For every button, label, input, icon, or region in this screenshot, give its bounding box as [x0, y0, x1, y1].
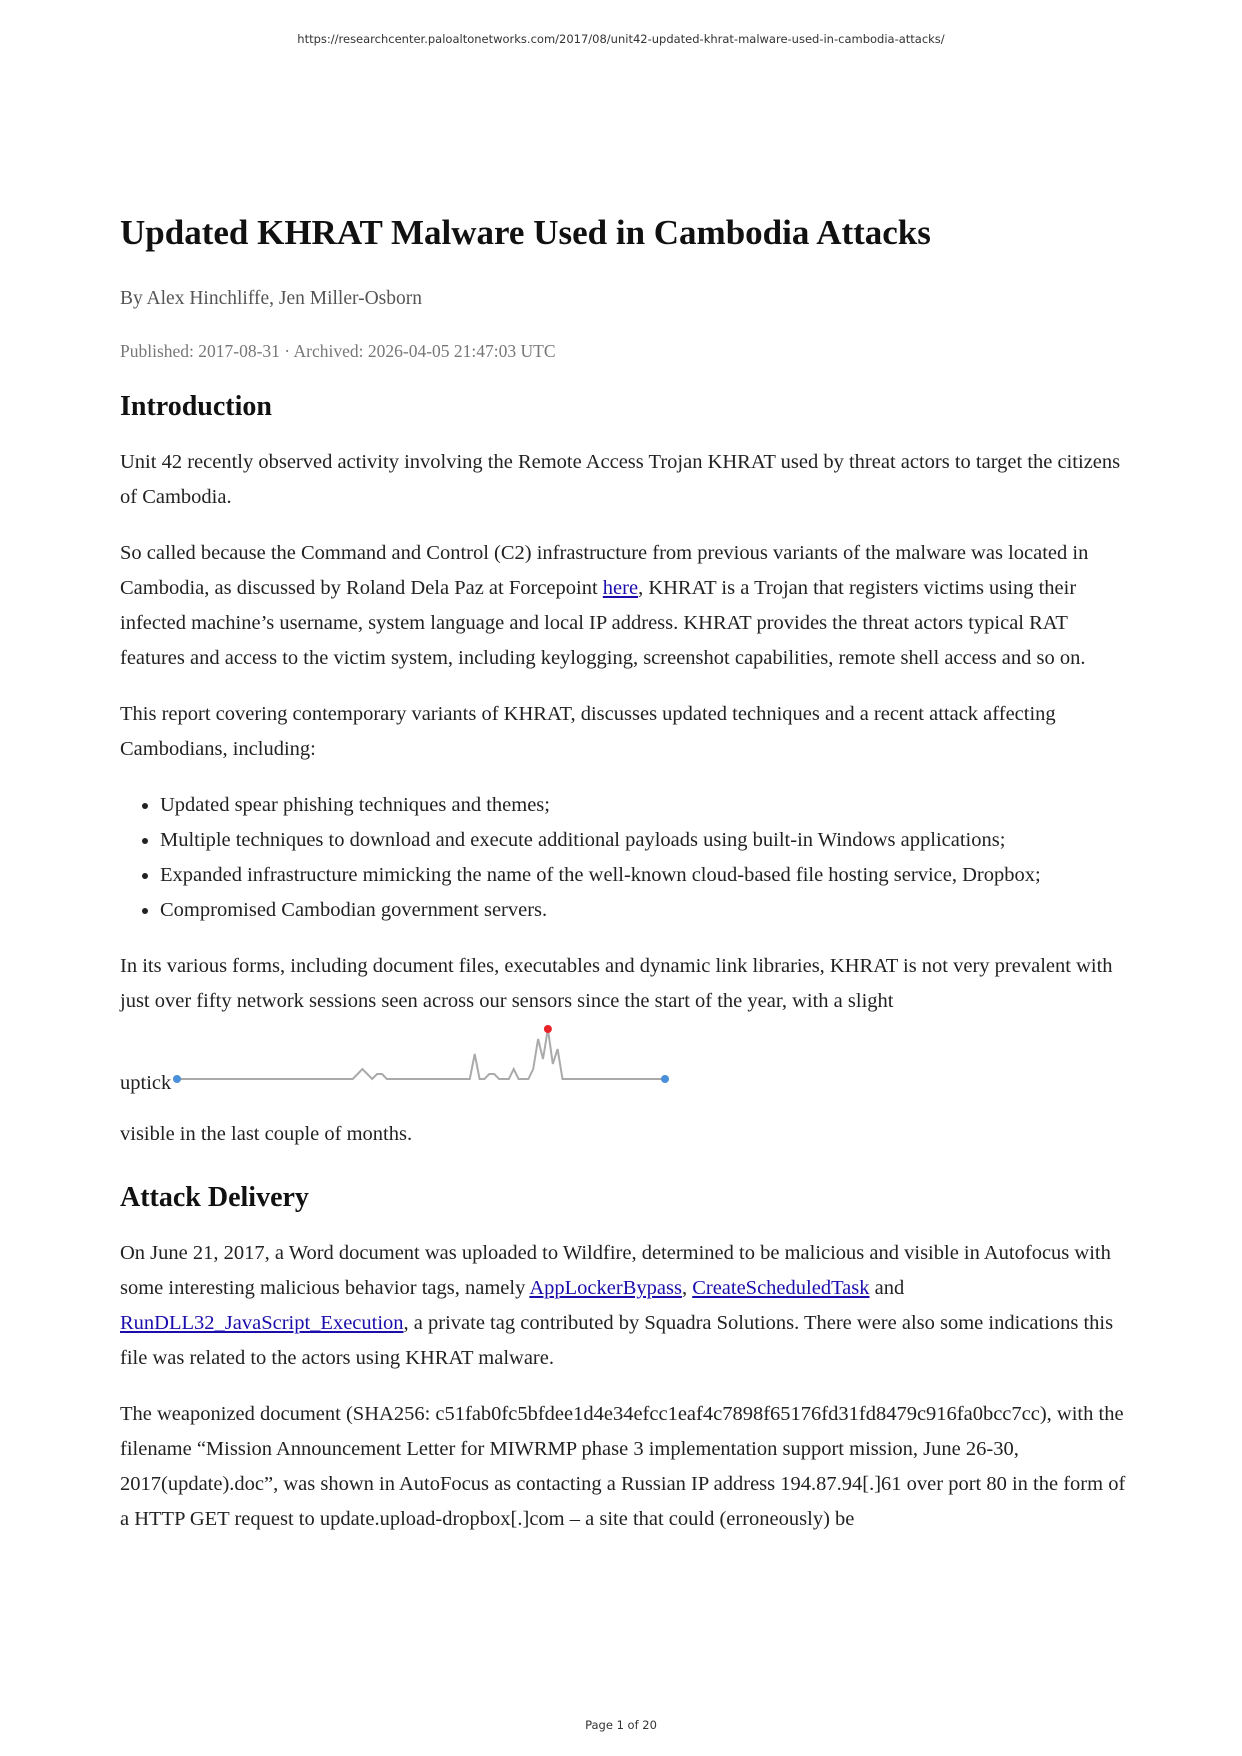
- paragraph-6-text-a: On June 21, 2017, a Word document was uploaded to Wildfire, determined to be malicious and visible in Autofocus with some interesting malicious behavior tags, namely: [120, 1242, 1111, 1299]
- sparkline-end-point: [661, 1075, 669, 1083]
- forcepoint-here-link[interactable]: here: [602, 577, 639, 599]
- paragraph-3: This report covering contemporary variants of KHRAT, discusses updated techniques and a recent attack affecting Cambodians, including:: [120, 703, 1056, 760]
- sparkline-start-point: [173, 1075, 181, 1083]
- feature-list: [120, 788, 1130, 928]
- article-title: Updated KHRAT Malware Used in Cambodia Attacks: [120, 213, 931, 252]
- article-meta: Published: 2017-08-31 · Archived: 2026-04-05 21:47:03 UTC: [120, 341, 556, 361]
- sparkline-series: [177, 1029, 665, 1079]
- applockerbypass-link[interactable]: AppLockerBypass: [529, 1277, 682, 1299]
- page-number: Page 1 of 20: [585, 1718, 657, 1732]
- session-sparkline: [171, 1017, 671, 1087]
- article-byline: By Alex Hinchliffe, Jen Miller-Osborn: [120, 288, 422, 309]
- paragraph-1: Unit 42 recently observed activity involving the Remote Access Trojan KHRAT used by threat actors to target the citizens of Cambodia.: [120, 451, 1121, 508]
- article: [120, 210, 1130, 1558]
- list-item: • Expanded infrastructure mimicking the name of the well-known cloud-based file hosting service, Dropbox;: [160, 858, 1130, 893]
- list-item: • Multiple techniques to download and execute additional payloads using built-in Windows applications;: [160, 823, 1130, 858]
- createscheduledtask-link[interactable]: CreateScheduledTask: [692, 1277, 870, 1299]
- sparkline-max-point: [544, 1025, 552, 1033]
- intro-heading: Introduction: [120, 391, 272, 422]
- list-item: • Compromised Cambodian government servers.: [160, 893, 1130, 928]
- separator-and: and: [869, 1277, 905, 1299]
- attack-delivery-heading: Attack Delivery: [120, 1182, 309, 1213]
- rundll32-javascript-execution-link[interactable]: RunDLL32_JavaScript_Execution: [120, 1312, 404, 1334]
- paragraph-6-text-b: , a private tag contributed by Squadra Solutions. There were also some indications this file was related to the actors using KHRAT malware.: [120, 1312, 1114, 1369]
- list-item: • Updated spear phishing techniques and themes;: [160, 788, 1130, 823]
- uptick-row: [120, 1019, 1130, 1101]
- paragraph-7: The weaponized document (SHA256: c51fab0fc5bfdee1d4e34efcc1eaf4c7898f65176fd31fd8479c916fa0bcc7cc), with the filename “Mission Announcement Letter for MIWRMP phase 3 implementation support mission, June 26-30, 2017(update).doc”, was shown in AutoFocus as contacting a Russian IP address 194.87.94[.]61 over port 80 in the form of a HTTP GET request to update.upload-dropbox[.]com – a site that could (erroneously) be: [120, 1403, 1126, 1530]
- paragraph-2: [120, 536, 1130, 676]
- paragraph-2-text-b: , KHRAT is a Trojan that registers victims using their infected machine’s username, system language and local IP address. KHRAT provides the threat actors typical RAT features and access to the victim system, including keylogging, screenshot capabilities, remote shell access and so on.: [120, 577, 1086, 669]
- paragraph-4: In its various forms, including document files, executables and dynamic link libraries, KHRAT is not very prevalent with just over fifty network sessions seen across our sensors since the start of the year, with a slight: [120, 955, 1113, 1012]
- paragraph-5: visible in the last couple of months.: [120, 1123, 413, 1145]
- paragraph-6: [120, 1236, 1130, 1376]
- source-url: https://researchcenter.paloaltonetworks.com/2017/08/unit42-updated-khrat-malware-used-in-cambodia-attacks/: [297, 32, 945, 46]
- uptick-word: uptick: [120, 1072, 172, 1094]
- separator-comma: ,: [681, 1277, 693, 1299]
- paragraph-2-text-a: So called because the Command and Control (C2) infrastructure from previous variants of the malware was located in Cambodia, as discussed by Roland Dela Paz at Forcepoint: [120, 542, 1089, 599]
